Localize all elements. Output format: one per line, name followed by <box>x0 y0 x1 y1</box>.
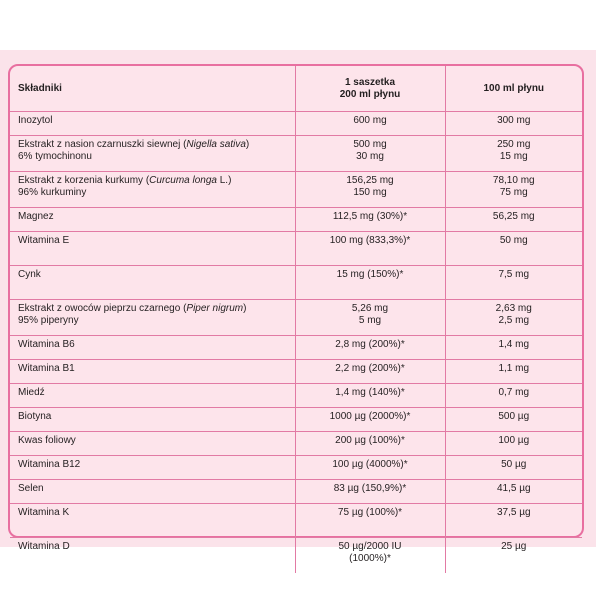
sachet-value-2: 30 mg <box>356 151 384 162</box>
table-row <box>10 336 582 360</box>
table-row <box>10 360 582 384</box>
sachet-cell <box>295 136 445 172</box>
sachet-value-2: (1000%)* <box>349 553 391 564</box>
table-row <box>10 384 582 408</box>
ingredient-cell: Witamina B12 <box>10 456 295 480</box>
sachet-cell: 2,8 mg (200%)* <box>295 336 445 360</box>
ingredient-cell: Inozytol <box>10 112 295 136</box>
table-row <box>10 172 582 208</box>
ingredient-latin-name: Piper nigrum <box>186 303 244 314</box>
ingredient-cell: Biotyna <box>10 408 295 432</box>
table-row <box>10 480 582 504</box>
ingredient-name: Ekstrakt z korzenia kurkumy ( <box>18 175 150 186</box>
ingredient-cell <box>10 172 295 208</box>
sachet-cell: 2,2 mg (200%)* <box>295 360 445 384</box>
table-row <box>10 232 582 266</box>
table-row <box>10 300 582 336</box>
sachet-value-2: 5 mg <box>358 315 382 326</box>
ingredient-cell: Witamina D <box>10 538 295 574</box>
per100-cell: 500 µg <box>445 408 582 432</box>
per100-cell: 7,5 mg <box>445 266 582 300</box>
table-row <box>10 208 582 232</box>
ingredient-name-suffix: ) <box>245 139 250 150</box>
per100-cell: 1,4 mg <box>445 336 582 360</box>
sachet-cell: 75 µg (100%)* <box>295 504 445 538</box>
ingredient-cell: Selen <box>10 480 295 504</box>
ingredient-cell: Magnez <box>10 208 295 232</box>
ingredient-name-suffix: ) <box>243 303 247 314</box>
per100-value: 2,63 mg <box>495 303 532 314</box>
ingredient-cell: Witamina K <box>10 504 295 538</box>
sachet-value: 156,25 mg <box>346 175 394 186</box>
table-row <box>10 538 582 574</box>
sachet-value: 5,26 mg <box>351 303 389 314</box>
sachet-value: 50 µg/2000 IU <box>338 541 402 552</box>
header-sachet-line1: 1 saszetka <box>344 76 396 88</box>
header-row <box>10 66 582 112</box>
sachet-cell: 200 µg (100%)* <box>295 432 445 456</box>
ingredient-standardization: 95% piperyny <box>18 315 79 326</box>
sachet-cell: 1000 µg (2000%)* <box>295 408 445 432</box>
table-row <box>10 432 582 456</box>
per100-cell: 41,5 µg <box>445 480 582 504</box>
per100-cell <box>445 172 582 208</box>
ingredient-name: Ekstrakt z nasion czarnuszki siewnej ( <box>18 139 187 150</box>
ingredient-cell: Witamina E <box>10 232 295 266</box>
table-row <box>10 456 582 480</box>
per100-value: 78,10 mg <box>492 175 535 186</box>
per100-cell: 56,25 mg <box>445 208 582 232</box>
ingredient-latin-name: Curcuma longa <box>149 175 217 186</box>
ingredient-latin-name: Nigella sativa <box>186 139 246 150</box>
per100-cell: 100 µg <box>445 432 582 456</box>
per100-value: 250 mg <box>497 139 531 150</box>
sachet-cell: 15 mg (150%)* <box>295 266 445 300</box>
ingredient-cell: Witamina B1 <box>10 360 295 384</box>
header-per-100ml: 100 ml płynu <box>445 66 582 112</box>
table-row <box>10 266 582 300</box>
per100-cell: 0,7 mg <box>445 384 582 408</box>
per100-cell: 50 µg <box>445 456 582 480</box>
table-row <box>10 504 582 538</box>
ingredient-name: Ekstrakt z owoców pieprzu czarnego ( <box>18 303 187 314</box>
per100-cell: 50 mg <box>445 232 582 266</box>
ingredient-name-suffix: L.) <box>216 175 232 186</box>
per100-value-2: 75 mg <box>499 187 528 198</box>
nutrition-table <box>10 66 582 573</box>
header-per-sachet <box>295 66 445 112</box>
table-row <box>10 112 582 136</box>
per100-cell <box>445 136 582 172</box>
ingredient-standardization: 96% kurkuminy <box>18 187 87 198</box>
sachet-cell: 112,5 mg (30%)* <box>295 208 445 232</box>
header-sachet-line2: 200 ml płynu <box>339 88 401 100</box>
per100-cell: 25 µg <box>445 538 582 574</box>
per100-cell: 37,5 µg <box>445 504 582 538</box>
header-ingredient: Składniki <box>10 66 295 112</box>
sachet-cell <box>295 172 445 208</box>
sachet-cell: 83 µg (150,9%)* <box>295 480 445 504</box>
sachet-value: 500 mg <box>353 139 387 150</box>
table-row <box>10 136 582 172</box>
sachet-cell: 1,4 mg (140%)* <box>295 384 445 408</box>
sachet-value-2: 150 mg <box>353 187 387 198</box>
ingredient-cell: Cynk <box>10 266 295 300</box>
ingredient-cell: Miedź <box>10 384 295 408</box>
ingredient-cell: Kwas foliowy <box>10 432 295 456</box>
per100-value-2: 15 mg <box>499 151 528 162</box>
per100-cell <box>445 300 582 336</box>
sachet-cell: 100 mg (833,3%)* <box>295 232 445 266</box>
table-row <box>10 408 582 432</box>
per100-cell: 300 mg <box>445 112 582 136</box>
ingredient-standardization: 6% tymochinonu <box>18 151 92 162</box>
sachet-cell: 100 µg (4000%)* <box>295 456 445 480</box>
sachet-cell <box>295 300 445 336</box>
per100-cell: 1,1 mg <box>445 360 582 384</box>
ingredient-cell: Witamina B6 <box>10 336 295 360</box>
sachet-cell: 600 mg <box>295 112 445 136</box>
sachet-cell <box>295 538 445 574</box>
ingredient-cell <box>10 136 295 172</box>
per100-value-2: 2,5 mg <box>498 315 530 326</box>
ingredient-cell <box>10 300 295 336</box>
